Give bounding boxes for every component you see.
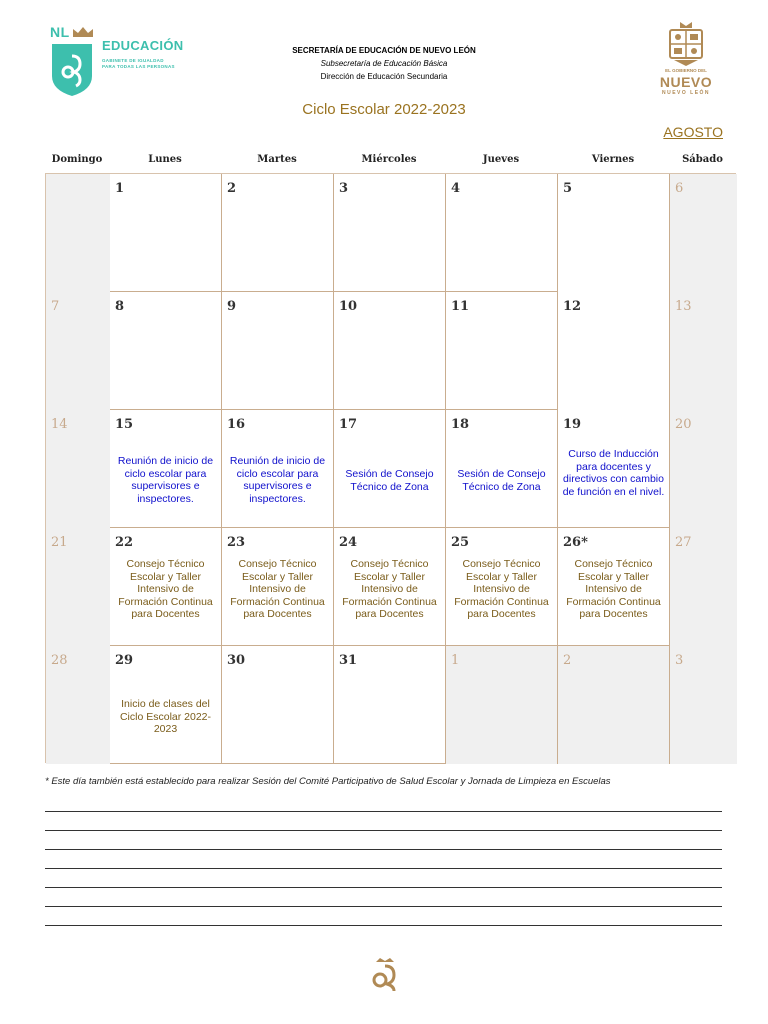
day-of-week-label: Jueves [482, 154, 520, 165]
day-number: 12 [563, 299, 582, 314]
ciclo-escolar-title: Ciclo Escolar 2022-2023 [302, 101, 466, 118]
calendar-day-cell [334, 292, 446, 410]
crown-icon [72, 26, 94, 38]
day-number: 6 [675, 181, 684, 196]
calendar-day-cell [222, 646, 334, 764]
gobierno-line-3: NUEVO LEÓN [661, 90, 711, 96]
footnote: * Este día también está establecido para realizar Sesión del Comité Participativo de Salud Escolar y Jornada de Limpieza en Escuelas [45, 776, 611, 787]
day-number: 2 [563, 653, 572, 668]
calendar-event: Consejo Técnico Escolar y Taller Intensivo de Formación Continua para Docentes [230, 558, 325, 620]
day-number: 22 [115, 535, 134, 550]
day-number: 18 [451, 417, 470, 432]
calendar-day-cell [558, 292, 670, 410]
calendar-day-cell [334, 646, 446, 764]
logo-sub-text-1: GABINETE DE IGUALDAD [102, 58, 164, 63]
calendar-day-cell [334, 410, 446, 528]
calendar-day-cell [46, 410, 110, 528]
calendar-day-cell [110, 410, 222, 528]
day-number: 24 [339, 535, 358, 550]
calendar-day-cell [446, 174, 558, 292]
coat-of-arms-icon [666, 20, 706, 66]
day-number: 15 [115, 417, 134, 432]
calendar-day-cell [46, 292, 110, 410]
note-line [45, 868, 722, 869]
logo-nl-text: NL [50, 24, 70, 40]
day-number: 31 [339, 653, 358, 668]
day-number: 1 [451, 653, 460, 668]
note-line [45, 887, 722, 888]
day-number: 7 [51, 299, 60, 314]
calendar-day-cell [446, 410, 558, 528]
calendar-day-cell [334, 174, 446, 292]
note-line [45, 906, 722, 907]
calendar-day-cell [46, 174, 110, 292]
calendar-event: Sesión de Consejo Técnico de Zona [457, 468, 546, 493]
day-of-week-label: Miércoles [361, 154, 417, 165]
calendar-day-cell [558, 174, 670, 292]
calendar-day-cell [670, 292, 737, 410]
day-number: 26* [563, 535, 588, 550]
day-number: 30 [227, 653, 246, 668]
calendar-day-cell [222, 410, 334, 528]
footer-emblem-icon [368, 956, 402, 996]
day-number: 14 [51, 417, 68, 432]
calendar-day-cell [670, 174, 737, 292]
day-number: 4 [451, 181, 461, 196]
calendar-day-cell [558, 528, 670, 646]
note-line [45, 925, 722, 926]
shield-icon [50, 42, 94, 98]
calendar-event: Consejo Técnico Escolar y Taller Intensivo de Formación Continua para Docentes [454, 558, 549, 620]
calendar-day-cell [110, 292, 222, 410]
note-line [45, 830, 722, 831]
calendar-day-cell [558, 646, 670, 764]
day-number: 9 [227, 299, 237, 314]
day-of-week-label: Sábado [682, 154, 723, 165]
logo-educacion-text: EDUCACIÓN [102, 38, 184, 53]
day-number: 20 [675, 417, 692, 432]
calendar-event: Curso de Inducción para docentes y directivos con cambio de función en el nivel. [562, 448, 665, 498]
day-number: 17 [339, 417, 358, 432]
calendar-day-cell [446, 528, 558, 646]
header-subsecretaria: Subsecretaría de Educación Básica [320, 59, 448, 68]
calendar-event: Reunión de inicio de ciclo escolar para supervisores e inspectores. [117, 455, 214, 505]
calendar-event: Consejo Técnico Escolar y Taller Intensivo de Formación Continua para Docentes [118, 558, 213, 620]
day-of-week-label: Viernes [591, 154, 635, 165]
day-of-week-label: Martes [257, 154, 297, 165]
calendar-event: Reunión de inicio de ciclo escolar para supervisores e inspectores. [229, 455, 326, 505]
note-line [45, 849, 722, 850]
day-of-week-label: Domingo [51, 154, 103, 165]
nl-educacion-logo [48, 24, 188, 100]
days-of-week-header [45, 150, 736, 172]
header-direccion: Dirección de Educación Secundaria [320, 72, 448, 81]
calendar-day-cell [222, 174, 334, 292]
logo-sub-text-2: PARA TODAS LAS PERSONAS [102, 64, 175, 69]
gobierno-nuevo-leon-logo [650, 20, 722, 100]
day-number: 19 [563, 417, 582, 432]
calendar-grid [45, 173, 736, 763]
gobierno-line-2: NUEVO [659, 74, 713, 90]
calendar-event: Consejo Técnico Escolar y Taller Intensivo de Formación Continua para Docentes [342, 558, 437, 620]
calendar-day-cell [222, 528, 334, 646]
calendar-day-cell [446, 292, 558, 410]
day-number: 3 [339, 181, 349, 196]
calendar-day-cell [46, 528, 110, 646]
header-secretaria: SECRETARÍA DE EDUCACIÓN DE NUEVO LEÓN [292, 46, 476, 55]
day-number: 27 [675, 535, 692, 550]
day-number: 3 [675, 653, 684, 668]
day-number: 25 [451, 535, 470, 550]
note-line [45, 811, 722, 812]
day-number: 13 [675, 299, 692, 314]
day-number: 1 [115, 181, 125, 196]
calendar-day-cell [334, 528, 446, 646]
calendar-day-cell [558, 410, 670, 528]
calendar-event: Consejo Técnico Escolar y Taller Intensivo de Formación Continua para Docentes [566, 558, 661, 620]
calendar-day-cell [670, 528, 737, 646]
calendar-day-cell [110, 646, 222, 764]
calendar-day-cell [110, 528, 222, 646]
calendar-day-cell [670, 410, 737, 528]
calendar-day-cell [446, 646, 558, 764]
day-number: 8 [115, 299, 125, 314]
day-number: 2 [227, 181, 237, 196]
calendar-event: Inicio de clases del Ciclo Escolar 2022-2023 [119, 698, 212, 735]
day-of-week-label: Lunes [148, 154, 182, 165]
calendar-event: Sesión de Consejo Técnico de Zona [345, 468, 434, 493]
day-number: 29 [115, 653, 134, 668]
day-number: 5 [563, 181, 573, 196]
day-number: 21 [51, 535, 68, 550]
day-number: 11 [451, 299, 470, 314]
day-number: 16 [227, 417, 246, 432]
calendar-day-cell [46, 646, 110, 764]
month-title: AGOSTO [663, 124, 723, 140]
gobierno-line-1: EL GOBIERNO DEL [665, 68, 707, 73]
calendar-day-cell [670, 646, 737, 764]
day-number: 28 [51, 653, 68, 668]
calendar-day-cell [110, 174, 222, 292]
day-number: 10 [339, 299, 358, 314]
day-number: 23 [227, 535, 246, 550]
calendar-day-cell [222, 292, 334, 410]
